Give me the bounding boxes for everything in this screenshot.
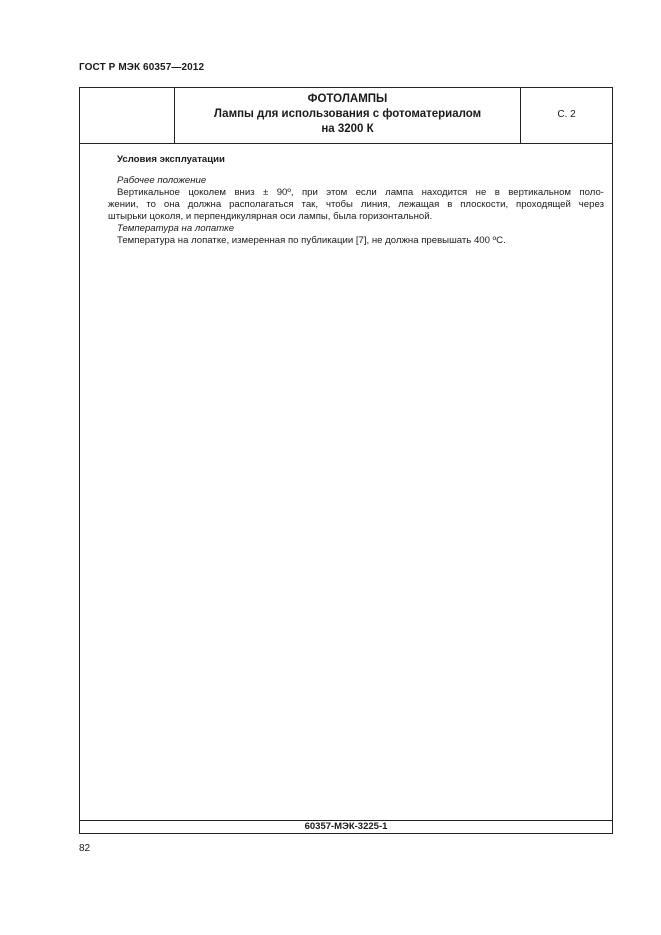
section-title: Условия эксплуатации	[117, 154, 225, 165]
working-position-line2: жении, то она должна располагаться так, чтобы линия, лежащая в плоскости, проходящей через	[108, 199, 604, 210]
header-title-line3: на 3200 К	[321, 123, 374, 135]
header-title-cell	[175, 88, 521, 143]
header-title-line2: Лампы для использования с фотоматериалом	[213, 108, 482, 120]
working-position-heading: Рабочее положение	[117, 175, 207, 186]
working-position-line3: штырьки цоколя, и перпендикулярная оси лампы, была горизонтальной.	[108, 211, 433, 222]
sheet-header	[80, 88, 612, 144]
page-number: 82	[79, 843, 91, 854]
header-blank-cell	[80, 88, 175, 143]
header-sheet-number: С. 2	[557, 109, 576, 120]
standard-code: ГОСТ Р МЭК 60357—2012	[79, 62, 205, 73]
blade-temperature-heading: Температура на лопатке	[117, 223, 235, 234]
sheet-footer-code: 60357-МЭК-3225-1	[80, 820, 612, 833]
sheet-frame	[79, 87, 613, 834]
working-position-line1: Вертикальное цоколем вниз ± 90º, при этом если лампа находится не в вертикальном поло-	[117, 187, 604, 198]
header-title-line1: ФОТОЛАМПЫ	[307, 93, 388, 105]
blade-temperature-line1: Температура на лопатке, измеренная по публикации [7], не должна превышать 400 ºС.	[117, 235, 506, 246]
